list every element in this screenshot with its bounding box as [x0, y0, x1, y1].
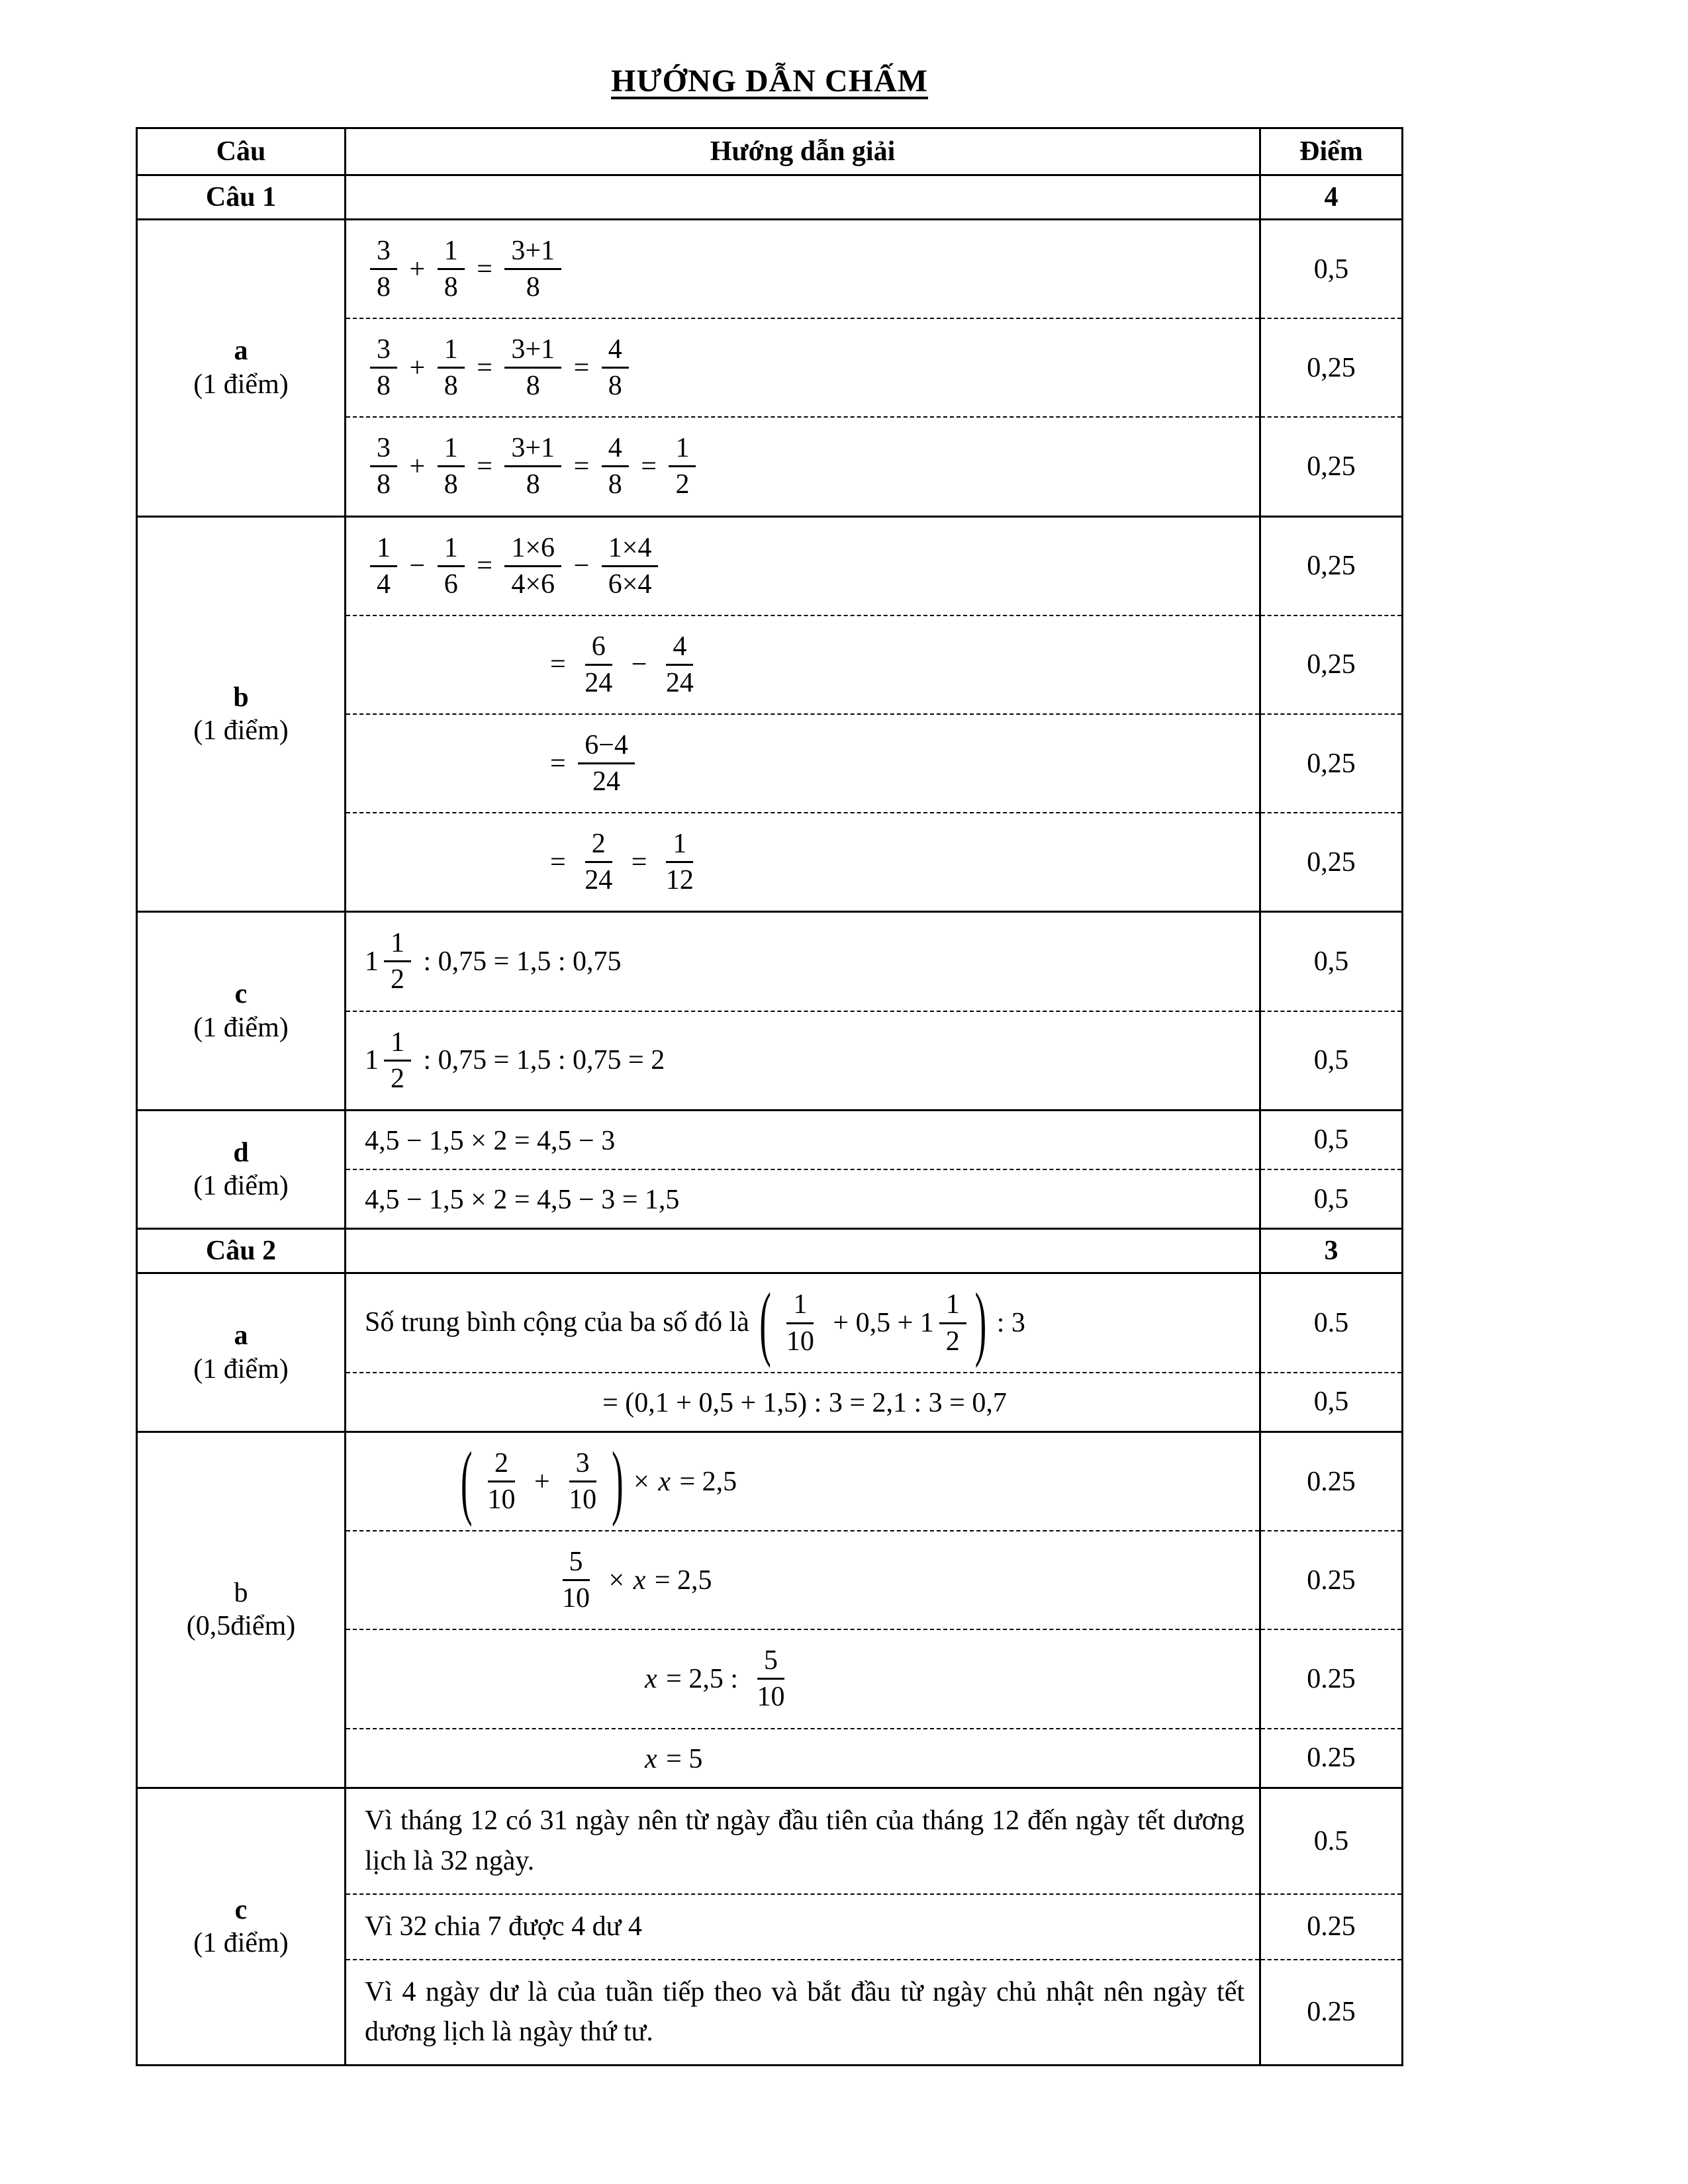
- section-label: Câu 1: [137, 175, 346, 220]
- points-value: 0,25: [1260, 813, 1403, 912]
- solution-math: [550, 825, 706, 899]
- numerator: 4: [602, 433, 629, 467]
- solution-cell: [346, 1011, 1260, 1111]
- math-text: +: [402, 451, 432, 482]
- section-label: Câu 2: [137, 1229, 346, 1273]
- fraction: [370, 236, 397, 302]
- points-value: 0.5: [1260, 1273, 1403, 1373]
- points-value: 0,5: [1260, 1110, 1403, 1169]
- parenthesis: ): [612, 1435, 624, 1528]
- solution-math: [365, 331, 634, 404]
- denominator: 8: [444, 469, 458, 500]
- denominator: 24: [585, 865, 613, 896]
- denominator: 8: [526, 272, 540, 303]
- math-text: +: [402, 352, 432, 383]
- part-points-label: (1 điểm): [193, 1012, 289, 1043]
- part-label: a: [234, 336, 248, 367]
- math-text: −: [624, 649, 654, 680]
- solution-cell: [346, 417, 1260, 516]
- fraction: [504, 236, 561, 302]
- denominator: 2: [391, 964, 404, 995]
- points-value: 0,25: [1260, 516, 1403, 615]
- math-text: = 2,5: [647, 1565, 712, 1596]
- numerator: 4: [666, 632, 693, 666]
- section-header-row: [137, 1229, 1403, 1273]
- part-points-label: (1 điểm): [193, 369, 289, 400]
- denominator: 8: [526, 371, 540, 402]
- fraction: [751, 1646, 792, 1711]
- part-label: c: [234, 979, 248, 1010]
- points-value: 0.5: [1260, 1788, 1403, 1893]
- part-points-label: (0,5điểm): [186, 1611, 296, 1642]
- denominator: 10: [757, 1682, 785, 1713]
- variable-x: x: [645, 1663, 657, 1694]
- solution-row: [137, 1432, 1403, 1531]
- part-label: b: [233, 682, 249, 713]
- points-value: 0,25: [1260, 714, 1403, 813]
- numerator: 5: [563, 1547, 590, 1581]
- solution-row: [137, 1273, 1403, 1373]
- denominator: 8: [526, 469, 540, 500]
- numerator: 3: [370, 236, 397, 270]
- numerator: 4: [602, 335, 629, 369]
- denominator: 8: [377, 272, 391, 303]
- denominator: 24: [665, 667, 694, 698]
- solution-math: [457, 1435, 737, 1528]
- math-text: ×: [626, 1466, 657, 1497]
- math-text: =: [469, 352, 500, 383]
- points-value: 0,5: [1260, 1011, 1403, 1111]
- solution-cell: [346, 1629, 1260, 1728]
- part-points-label: (1 điểm): [193, 1928, 289, 1959]
- section-header-row: [137, 175, 1403, 220]
- fraction: [438, 335, 465, 400]
- denominator: 2: [675, 469, 690, 500]
- numerator: 3+1: [504, 236, 561, 270]
- fraction: [504, 433, 561, 499]
- numerator: 3: [370, 335, 397, 369]
- solution-math: [365, 1184, 679, 1216]
- numerator: 3: [370, 433, 397, 467]
- part-label-cell: [137, 1110, 346, 1229]
- math-text: = 5: [659, 1743, 703, 1774]
- math-text: 4,5 − 1,5 × 2 = 4,5 − 3 = 1,5: [365, 1185, 680, 1216]
- denominator: 8: [444, 272, 458, 303]
- math-text: =: [633, 451, 664, 482]
- part-points-label: (1 điểm): [193, 1353, 289, 1385]
- denominator: 24: [592, 766, 621, 797]
- solution-math: [602, 1387, 1007, 1419]
- denominator: 8: [444, 371, 458, 402]
- part-label-cell: [137, 912, 346, 1110]
- math-text: =: [469, 253, 500, 285]
- points-value: 0.25: [1260, 1729, 1403, 1788]
- part-label: b: [234, 1578, 248, 1609]
- points-value: 0,5: [1260, 1169, 1403, 1229]
- solution-cell: [346, 1169, 1260, 1229]
- col-header-guide: Hướng dẫn giải: [346, 128, 1260, 175]
- fraction: [555, 1547, 596, 1613]
- part-label-cell: [137, 1273, 346, 1432]
- numerator: 1×6: [504, 533, 561, 567]
- solution-cell: [346, 1373, 1260, 1432]
- denominator: 4: [377, 569, 391, 600]
- answer-table-body: [137, 175, 1403, 2066]
- math-text: 1: [365, 1045, 379, 1076]
- math-text: −: [402, 551, 432, 582]
- fraction: [438, 433, 465, 499]
- section-points: 4: [1260, 175, 1403, 220]
- fraction: [370, 335, 397, 400]
- col-header-question: Câu: [137, 128, 346, 175]
- math-text: : 0,75 = 1,5 : 0,75 = 2: [416, 1045, 665, 1076]
- solution-cell: [346, 1960, 1260, 2066]
- points-value: 0,5: [1260, 912, 1403, 1011]
- solution-cell: [346, 1110, 1260, 1169]
- fraction: [438, 533, 465, 599]
- points-value: 0,25: [1260, 615, 1403, 714]
- solution-cell: [346, 1729, 1260, 1788]
- solution-math: [550, 1543, 712, 1617]
- solution-row: [137, 1788, 1403, 1893]
- part-label-cell: [137, 1788, 346, 2065]
- variable-x: x: [658, 1466, 671, 1497]
- math-text: =: [550, 649, 573, 680]
- solution-math: [550, 727, 640, 800]
- numerator: 1: [939, 1290, 966, 1324]
- solution-math: [756, 1277, 1025, 1369]
- numerator: 3+1: [504, 335, 561, 369]
- solution-cell: [346, 714, 1260, 813]
- math-text: =: [624, 846, 654, 878]
- solution-cell: [346, 1273, 1260, 1373]
- math-text: 1: [365, 946, 379, 977]
- solution-row: [137, 912, 1403, 1011]
- denominator: 10: [487, 1484, 516, 1516]
- solution-math: [365, 430, 701, 503]
- numerator: 3: [569, 1449, 596, 1482]
- math-text: = (0,1 + 0,5 + 1,5) : 3 = 2,1 : 3 = 0,7: [602, 1387, 1007, 1418]
- fraction: [659, 829, 700, 895]
- solution-math: [365, 925, 622, 998]
- fraction: [780, 1290, 821, 1355]
- parenthesis: (: [461, 1435, 473, 1528]
- fraction: [602, 433, 629, 499]
- denominator: 2: [945, 1326, 960, 1357]
- solution-text: Vì 4 ngày dư là của tuần tiếp theo và bắt đầu từ ngày chủ nhật nên ngày tết dương lịch là ngày thứ tư.: [365, 1976, 1244, 2048]
- solution-cell: [346, 912, 1260, 1011]
- numerator: 1: [438, 433, 465, 467]
- numerator: 2: [488, 1449, 515, 1482]
- points-value: 0.25: [1260, 1894, 1403, 1960]
- fraction: [578, 632, 619, 698]
- numerator: 1: [438, 335, 465, 369]
- solution-row: [137, 1110, 1403, 1169]
- solution-cell: [346, 1531, 1260, 1629]
- math-text: = 2,5 :: [659, 1663, 745, 1694]
- denominator: 8: [608, 469, 622, 500]
- part-points-label: (1 điểm): [193, 1171, 289, 1202]
- solution-row: [137, 220, 1403, 319]
- solution-cell: [346, 1894, 1260, 1960]
- part-label: c: [234, 1894, 248, 1925]
- numerator: 6−4: [578, 731, 635, 764]
- solution-cell: [346, 1788, 1260, 1893]
- table-header: [137, 128, 1403, 175]
- denominator: 6×4: [608, 569, 652, 600]
- numerator: 5: [757, 1646, 784, 1680]
- points-value: 0.25: [1260, 1960, 1403, 2066]
- numerator: 1: [384, 929, 411, 962]
- math-text: : 3: [990, 1308, 1025, 1338]
- points-value: 0,25: [1260, 417, 1403, 516]
- solution-math: [365, 529, 663, 603]
- parenthesis: ): [974, 1277, 987, 1369]
- part-label-cell: [137, 516, 346, 912]
- denominator: 8: [377, 469, 391, 500]
- denominator: 4×6: [511, 569, 555, 600]
- part-label: d: [233, 1137, 249, 1168]
- solution-row: [137, 516, 1403, 615]
- solution-cell: [346, 615, 1260, 714]
- math-text: =: [469, 551, 500, 582]
- fraction: [659, 632, 700, 698]
- solution-cell: [346, 1432, 1260, 1531]
- denominator: 12: [665, 865, 694, 896]
- math-text: =: [567, 451, 596, 482]
- math-text: + 0,5 + 1: [825, 1308, 934, 1338]
- denominator: 6: [444, 569, 458, 600]
- fraction: [384, 929, 411, 994]
- fraction: [384, 1028, 411, 1093]
- math-text: =: [469, 451, 500, 482]
- math-text: ×: [602, 1565, 632, 1596]
- math-text: +: [402, 253, 432, 285]
- variable-x: x: [645, 1743, 657, 1774]
- part-points-label: (1 điểm): [193, 715, 289, 746]
- col-header-points: Điểm: [1260, 128, 1403, 175]
- fraction: [578, 829, 619, 895]
- math-text: =: [567, 352, 596, 383]
- fraction: [370, 433, 397, 499]
- fraction: [438, 236, 465, 302]
- denominator: 8: [608, 371, 622, 402]
- denominator: 2: [391, 1063, 404, 1094]
- part-label-cell: [137, 1432, 346, 1788]
- points-value: 0.25: [1260, 1531, 1403, 1629]
- page-title: HƯỚNG DẪN CHẤM: [611, 64, 928, 99]
- math-text: : 0,75 = 1,5 : 0,75: [416, 946, 622, 977]
- math-text: =: [550, 846, 573, 878]
- solution-text: Vì tháng 12 có 31 ngày nên từ ngày đầu tiên của tháng 12 đến ngày tết dương lịch là 32 ngày.: [365, 1805, 1244, 1876]
- math-text: +: [527, 1466, 557, 1497]
- denominator: 8: [377, 371, 391, 402]
- points-value: 0.25: [1260, 1432, 1403, 1531]
- solution-cell: [346, 813, 1260, 912]
- header-row: [137, 128, 1403, 175]
- numerator: 1: [669, 433, 696, 467]
- solution-math: [365, 1024, 665, 1097]
- points-value: 0,5: [1260, 1373, 1403, 1432]
- numerator: 1: [438, 533, 465, 567]
- fraction: [370, 533, 397, 599]
- numerator: 1: [786, 1290, 814, 1324]
- part-label-cell: [137, 220, 346, 517]
- numerator: 3+1: [504, 433, 561, 467]
- solution-cell: [346, 516, 1260, 615]
- solution-math: [550, 628, 706, 702]
- points-value: 0,5: [1260, 220, 1403, 319]
- math-text: =: [550, 748, 573, 779]
- fraction: [562, 1449, 603, 1514]
- solution-cell: [346, 220, 1260, 319]
- numerator: 6: [585, 632, 612, 666]
- solution-math: [643, 1743, 702, 1775]
- denominator: 10: [569, 1484, 597, 1516]
- part-label: a: [234, 1320, 248, 1351]
- numerator: 1: [666, 829, 693, 863]
- solution-cell: [346, 318, 1260, 417]
- parenthesis: (: [759, 1277, 771, 1369]
- section-points: 3: [1260, 1229, 1403, 1273]
- variable-x: x: [633, 1565, 646, 1596]
- section-empty-cell: [346, 1229, 1260, 1273]
- section-empty-cell: [346, 175, 1260, 220]
- numerator: 1: [438, 236, 465, 270]
- solution-math: [643, 1642, 797, 1715]
- math-text: 4,5 − 1,5 × 2 = 4,5 − 3: [365, 1126, 616, 1157]
- numerator: 1: [370, 533, 397, 567]
- fraction: [939, 1290, 966, 1355]
- math-text: −: [567, 551, 596, 582]
- denominator: 10: [786, 1326, 814, 1357]
- denominator: 24: [585, 667, 613, 698]
- solution-text: Số trung bình cộng của ba số đó là: [365, 1307, 757, 1338]
- solution-math: [365, 232, 567, 306]
- answer-table: [136, 127, 1403, 2066]
- fraction: [481, 1449, 522, 1514]
- fraction: [602, 533, 659, 599]
- solution-text: Vì 32 chia 7 được 4 dư 4: [365, 1911, 642, 1942]
- points-value: 0,25: [1260, 318, 1403, 417]
- fraction: [504, 335, 561, 400]
- fraction: [602, 335, 629, 400]
- math-text: = 2,5: [673, 1466, 737, 1497]
- points-value: 0.25: [1260, 1629, 1403, 1728]
- fraction: [504, 533, 561, 599]
- solution-math: [365, 1125, 615, 1157]
- fraction: [578, 731, 635, 796]
- numerator: 2: [585, 829, 612, 863]
- denominator: 10: [562, 1583, 590, 1614]
- numerator: 1: [384, 1028, 411, 1062]
- numerator: 1×4: [602, 533, 659, 567]
- fraction: [669, 433, 696, 499]
